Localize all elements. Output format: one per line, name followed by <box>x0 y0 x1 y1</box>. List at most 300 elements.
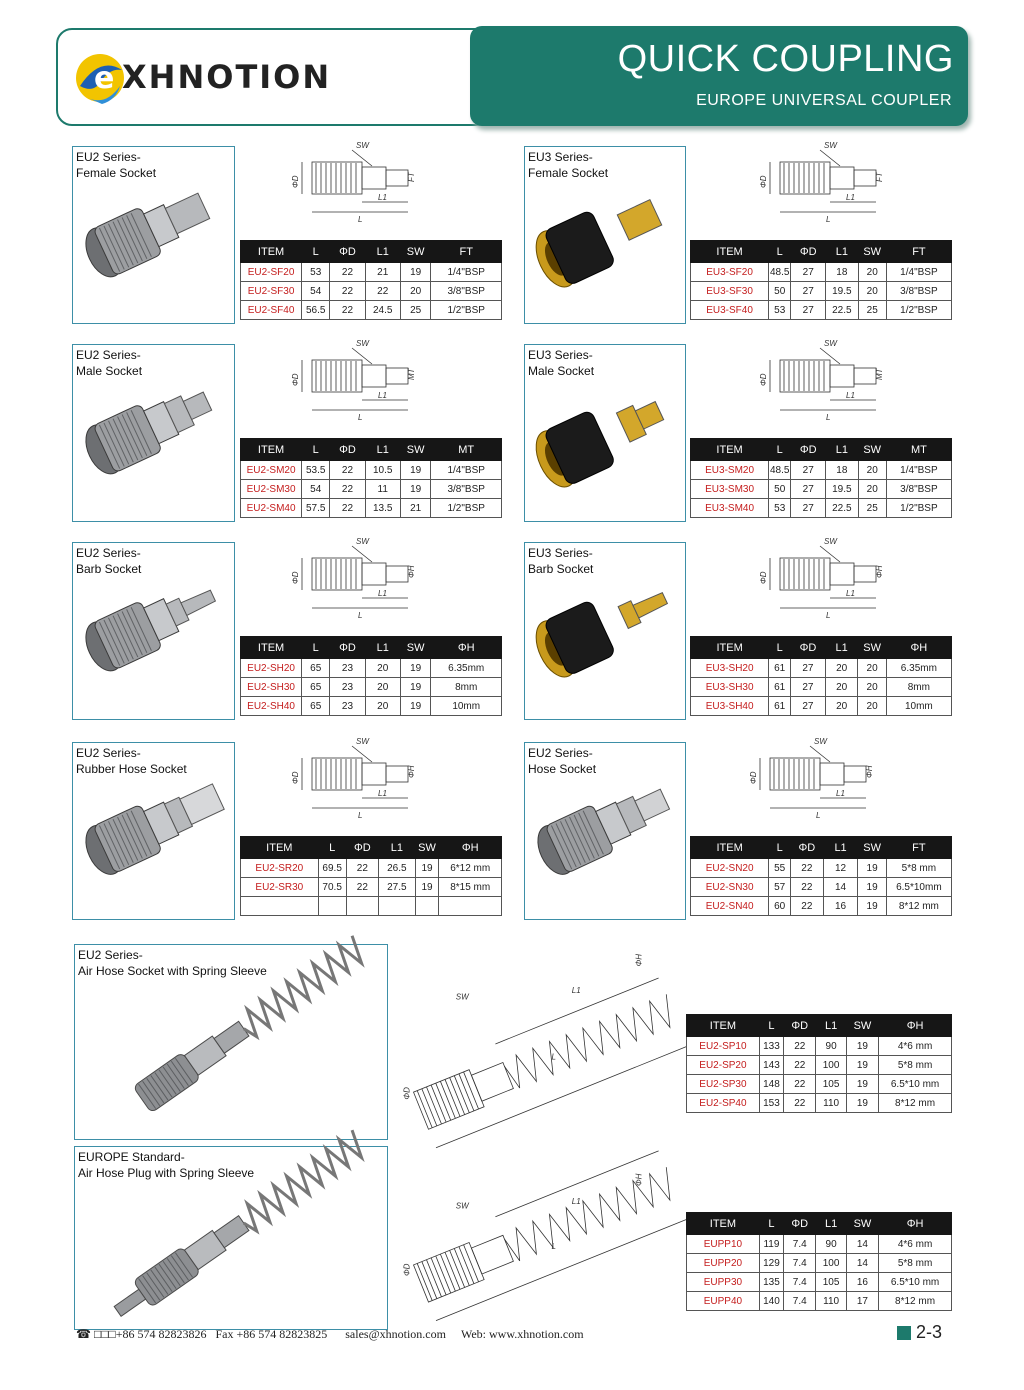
column-header: SW <box>400 241 431 263</box>
column-header: L <box>759 1213 783 1235</box>
svg-text:ΦH: ΦH <box>407 565 416 578</box>
table-cell: 4*6 mm <box>879 1235 952 1254</box>
table-cell: EU2-SM30 <box>241 480 302 499</box>
svg-text:L1: L1 <box>378 589 387 598</box>
svg-text:L: L <box>826 611 831 620</box>
table-cell: 19 <box>858 897 886 916</box>
table-cell: 153 <box>759 1094 783 1113</box>
table-row <box>691 897 952 916</box>
technical-drawing-eu2-series-air-hose-socket-with-spring-sleeve <box>392 922 682 1144</box>
table-cell: EUPP40 <box>687 1292 760 1311</box>
table-cell: 12 <box>823 859 858 878</box>
table-cell: 27 <box>791 480 826 499</box>
product-caption <box>76 347 142 379</box>
table-cell: EU3-SF40 <box>691 301 769 320</box>
table-cell: 119 <box>759 1235 783 1254</box>
svg-text:ΦH: ΦH <box>634 953 644 967</box>
table-cell: 22 <box>791 897 824 916</box>
product-caption <box>76 745 187 777</box>
column-header: ITEM <box>691 637 769 659</box>
table-row <box>691 878 952 897</box>
table-cell: 65 <box>302 678 330 697</box>
svg-text:SW: SW <box>824 537 837 546</box>
table-cell: 1/4"BSP <box>431 263 502 282</box>
column-header: L <box>769 439 791 461</box>
spec-table-eu3-series-male-socket <box>690 438 952 518</box>
table-header-row <box>241 241 502 263</box>
product-photo-eu2-series-hose-socket <box>530 780 680 910</box>
table-cell: 22 <box>330 301 365 320</box>
table-row <box>691 263 952 282</box>
column-header: L <box>302 637 330 659</box>
product-name: Male Socket <box>76 364 143 378</box>
table-row <box>691 499 952 518</box>
column-header: ITEM <box>691 439 769 461</box>
table-cell: 20 <box>825 659 858 678</box>
table-cell: EU3-SM30 <box>691 480 769 499</box>
table-cell: EU3-SH20 <box>691 659 769 678</box>
technical-drawing-eu2-series-rubber-hose-socket <box>272 737 442 830</box>
column-header: ΦH <box>886 637 951 659</box>
table-cell: 22.5 <box>826 301 859 320</box>
table-cell: 13.5 <box>365 499 400 518</box>
table-cell: 27 <box>791 282 826 301</box>
table-cell: 133 <box>759 1037 783 1056</box>
spec-table-eu2-series-male-socket <box>240 438 502 518</box>
column-header: FT <box>886 241 951 263</box>
table-cell: EU2-SP10 <box>687 1037 760 1056</box>
spec-table-eu2-series-hose-socket <box>690 836 952 916</box>
svg-text:SW: SW <box>356 737 369 746</box>
table-cell: 18 <box>826 263 859 282</box>
table-cell: 19 <box>400 263 431 282</box>
footer-email[interactable]: sales@xhnotion.com <box>345 1327 446 1341</box>
table-cell: 14 <box>823 878 858 897</box>
table-cell: EU2-SP30 <box>687 1075 760 1094</box>
svg-text:L: L <box>551 1052 556 1062</box>
table-row <box>241 480 502 499</box>
table-cell: 105 <box>816 1273 846 1292</box>
technical-drawing-eu2-series-barb-socket <box>272 537 442 630</box>
table-cell: EU3-SH30 <box>691 678 769 697</box>
table-cell: 20 <box>400 282 431 301</box>
table-cell: EU3-SF20 <box>691 263 769 282</box>
table-cell: 54 <box>302 282 330 301</box>
product-photo-eu3-series-barb-socket <box>530 590 680 700</box>
product-photo-eu2-series-female-socket <box>78 188 228 308</box>
spec-table-eu2-series-barb-socket <box>240 636 502 716</box>
product-caption <box>76 545 141 577</box>
product-name: Air Hose Plug with Spring Sleeve <box>78 1166 255 1180</box>
product-caption <box>528 347 594 379</box>
svg-text:ΦD: ΦD <box>759 571 768 584</box>
column-header: L1 <box>365 439 400 461</box>
table-cell: 70.5 <box>318 878 346 897</box>
table-cell: EU2-SR30 <box>241 878 319 897</box>
product-photo-eu2-series-air-hose-socket-with-spring-sleeve <box>90 975 380 1135</box>
technical-drawing-eu3-series-barb-socket <box>730 537 900 630</box>
svg-text:L1: L1 <box>846 589 855 598</box>
table-cell: 20 <box>365 659 400 678</box>
svg-text:ΦD: ΦD <box>759 373 768 386</box>
page-number: 2-3 <box>916 1322 943 1342</box>
table-cell: 20 <box>858 282 886 301</box>
column-header: MT <box>431 439 502 461</box>
column-header: ΦH <box>439 837 502 859</box>
table-cell: 19 <box>858 878 886 897</box>
table-cell: 19 <box>400 697 431 716</box>
table-cell: 3/8"BSP <box>886 282 951 301</box>
spec-table-europe-standard-air-hose-plug-with-spring-sleeve <box>686 1212 952 1311</box>
table-cell: EUPP20 <box>687 1254 760 1273</box>
table-header-row <box>691 241 952 263</box>
table-cell <box>346 897 378 916</box>
table-cell: 140 <box>759 1292 783 1311</box>
column-header: SW <box>415 837 439 859</box>
svg-text:L1: L1 <box>571 1197 581 1206</box>
svg-text:SW: SW <box>824 339 837 348</box>
svg-text:ΦH: ΦH <box>865 765 874 778</box>
svg-text:SW: SW <box>814 737 827 746</box>
table-row <box>241 697 502 716</box>
column-header: ITEM <box>241 241 302 263</box>
table-cell: 57 <box>769 878 791 897</box>
svg-text:FT: FT <box>875 172 884 182</box>
product-name: Rubber Hose Socket <box>76 762 187 776</box>
table-cell: 22 <box>330 499 365 518</box>
table-row <box>241 263 502 282</box>
column-header: SW <box>858 637 886 659</box>
table-cell: 22 <box>346 878 378 897</box>
page-title: QUICK COUPLING <box>617 38 954 80</box>
spec-table-eu3-series-female-socket <box>690 240 952 320</box>
svg-text:L1: L1 <box>846 391 855 400</box>
table-row <box>687 1292 952 1311</box>
product-series: EU2 Series- <box>78 948 143 962</box>
table-cell: 6*12 mm <box>439 859 502 878</box>
table-cell: 61 <box>769 678 791 697</box>
table-cell: 23 <box>330 678 365 697</box>
table-cell: 20 <box>825 697 858 716</box>
table-header-row <box>241 439 502 461</box>
spec-table-eu2-series-female-socket <box>240 240 502 320</box>
svg-text:SW: SW <box>824 141 837 150</box>
product-series: EU2 Series- <box>76 746 141 760</box>
svg-text:L1: L1 <box>378 193 387 202</box>
table-cell: 56.5 <box>302 301 330 320</box>
table-header-row <box>241 637 502 659</box>
column-header: SW <box>846 1213 878 1235</box>
column-header: L <box>769 837 791 859</box>
table-cell: 53.5 <box>302 461 330 480</box>
table-cell: 22 <box>784 1037 816 1056</box>
table-cell <box>439 897 502 916</box>
column-header: ΦD <box>791 837 824 859</box>
table-cell: 22 <box>346 859 378 878</box>
table-row <box>691 480 952 499</box>
table-cell: 110 <box>816 1094 846 1113</box>
column-header: ΦD <box>330 241 365 263</box>
table-cell: EU3-SH40 <box>691 697 769 716</box>
column-header: ΦH <box>431 637 502 659</box>
table-cell: EU3-SF30 <box>691 282 769 301</box>
table-cell: 19 <box>400 659 431 678</box>
column-header: ITEM <box>241 637 302 659</box>
table-row <box>241 461 502 480</box>
table-cell: 21 <box>365 263 400 282</box>
table-row <box>687 1273 952 1292</box>
column-header: SW <box>846 1015 878 1037</box>
column-header: ΦD <box>784 1213 816 1235</box>
svg-text:SW: SW <box>455 992 469 1002</box>
svg-text:SW: SW <box>356 339 369 348</box>
svg-text:L1: L1 <box>378 391 387 400</box>
table-cell: 6.5*10 mm <box>879 1273 952 1292</box>
column-header: ITEM <box>691 837 769 859</box>
table-cell: 143 <box>759 1056 783 1075</box>
table-cell: 26.5 <box>379 859 416 878</box>
product-name: Barb Socket <box>76 562 142 576</box>
product-caption <box>528 149 608 181</box>
table-cell: 8mm <box>886 678 951 697</box>
product-series: EUROPE Standard- <box>78 1150 185 1164</box>
table-cell: 148 <box>759 1075 783 1094</box>
svg-text:L: L <box>826 413 831 422</box>
table-cell: 55 <box>769 859 791 878</box>
svg-text:ΦD: ΦD <box>291 571 300 584</box>
table-cell: 20 <box>858 659 886 678</box>
column-header: MT <box>886 439 951 461</box>
table-cell: 10.5 <box>365 461 400 480</box>
table-cell: 27.5 <box>379 878 416 897</box>
table-row <box>687 1094 952 1113</box>
table-cell: EU3-SM40 <box>691 499 769 518</box>
table-cell: 17 <box>846 1292 878 1311</box>
table-cell: 57.5 <box>302 499 330 518</box>
table-cell: EU2-SM40 <box>241 499 302 518</box>
technical-drawing-europe-standard-air-hose-plug-with-spring-sleeve <box>392 1156 682 1306</box>
table-cell: 19 <box>846 1075 878 1094</box>
column-header: L1 <box>825 637 858 659</box>
product-series: EU3 Series- <box>528 348 593 362</box>
table-cell: 48.5 <box>769 263 791 282</box>
column-header: L1 <box>823 837 858 859</box>
column-header: SW <box>858 837 886 859</box>
column-header: L <box>769 637 791 659</box>
table-cell: 1/2"BSP <box>431 499 502 518</box>
technical-drawing-eu3-series-female-socket <box>730 141 900 234</box>
column-header: L1 <box>365 637 400 659</box>
product-photo-eu3-series-male-socket <box>530 400 680 510</box>
table-cell: 6.35mm <box>886 659 951 678</box>
table-cell: 1/2"BSP <box>886 301 951 320</box>
table-cell: 20 <box>858 480 886 499</box>
product-name: Air Hose Socket with Spring Sleeve <box>78 964 267 978</box>
table-cell: EU3-SM20 <box>691 461 769 480</box>
svg-text:L: L <box>358 811 363 820</box>
table-cell: 19 <box>846 1056 878 1075</box>
table-cell: 105 <box>816 1075 846 1094</box>
table-cell: 53 <box>302 263 330 282</box>
technical-drawing-eu2-series-hose-socket <box>730 737 900 830</box>
column-header: FT <box>886 837 951 859</box>
table-cell: 48.5 <box>769 461 791 480</box>
column-header: ITEM <box>241 837 319 859</box>
column-header: ΦD <box>346 837 378 859</box>
column-header: L <box>759 1015 783 1037</box>
table-cell: 19 <box>846 1037 878 1056</box>
table-header-row <box>691 837 952 859</box>
product-series: EU3 Series- <box>528 150 593 164</box>
product-caption <box>528 545 593 577</box>
brand-name: XHNOTION <box>122 58 332 96</box>
table-cell: 14 <box>846 1254 878 1273</box>
table-cell: 7.4 <box>784 1235 816 1254</box>
table-cell: 22 <box>791 859 824 878</box>
table-cell: EU2-SP40 <box>687 1094 760 1113</box>
product-photo-eu2-series-male-socket <box>78 385 228 505</box>
product-photo-eu2-series-rubber-hose-socket <box>78 780 228 910</box>
page-subtitle: EUROPE UNIVERSAL COUPLER <box>696 92 952 109</box>
table-cell: 25 <box>400 301 431 320</box>
svg-text:L1: L1 <box>571 986 581 996</box>
table-cell: 22.5 <box>826 499 859 518</box>
product-caption <box>76 149 156 181</box>
product-name: Barb Socket <box>528 562 594 576</box>
svg-text:MT: MT <box>875 368 884 380</box>
spec-table-eu2-series-air-hose-socket-with-spring-sleeve <box>686 1014 952 1113</box>
table-cell: 20 <box>858 697 886 716</box>
table-cell: 129 <box>759 1254 783 1273</box>
table-cell: 8mm <box>431 678 502 697</box>
table-cell: 19 <box>846 1094 878 1113</box>
table-cell: 6.5*10 mm <box>879 1075 952 1094</box>
svg-text:ΦD: ΦD <box>759 175 768 188</box>
svg-text:ΦH: ΦH <box>407 765 416 778</box>
table-cell: 61 <box>769 697 791 716</box>
table-row <box>687 1075 952 1094</box>
table-cell: 22 <box>784 1094 816 1113</box>
product-series: EU2 Series- <box>76 546 141 560</box>
table-cell: 27 <box>791 461 826 480</box>
table-cell: 8*12 mm <box>879 1292 952 1311</box>
table-cell: 21 <box>400 499 431 518</box>
table-cell: 22 <box>330 263 365 282</box>
column-header: SW <box>400 439 431 461</box>
svg-text:ΦH: ΦH <box>634 1173 644 1186</box>
table-cell: EU2-SM20 <box>241 461 302 480</box>
table-row <box>241 499 502 518</box>
table-header-row <box>687 1015 952 1037</box>
table-cell: 50 <box>769 282 791 301</box>
table-row <box>687 1235 952 1254</box>
table-cell: 27 <box>791 678 826 697</box>
svg-text:L1: L1 <box>378 789 387 798</box>
table-cell: EU2-SF30 <box>241 282 302 301</box>
table-cell: 22 <box>784 1056 816 1075</box>
table-cell: 18 <box>826 461 859 480</box>
table-cell: 22 <box>791 878 824 897</box>
table-cell: 20 <box>858 263 886 282</box>
table-cell: 7.4 <box>784 1292 816 1311</box>
svg-text:L: L <box>358 215 363 224</box>
table-cell: 19 <box>400 461 431 480</box>
table-row <box>687 1056 952 1075</box>
column-header: ΦD <box>791 439 826 461</box>
svg-text:FT: FT <box>407 172 416 182</box>
table-cell: EU2-SR20 <box>241 859 319 878</box>
column-header: SW <box>858 241 886 263</box>
table-cell: 22 <box>330 461 365 480</box>
table-row <box>241 897 502 916</box>
table-cell <box>379 897 416 916</box>
table-cell: 16 <box>846 1273 878 1292</box>
footer-web[interactable]: Web: www.xhnotion.com <box>460 1327 584 1341</box>
column-header: L <box>769 241 791 263</box>
table-row <box>687 1037 952 1056</box>
table-cell: 10mm <box>886 697 951 716</box>
column-header: L <box>318 837 346 859</box>
table-header-row <box>691 637 952 659</box>
svg-text:L: L <box>358 413 363 422</box>
product-photo-europe-standard-air-hose-plug-with-spring-sleeve <box>90 1185 380 1325</box>
table-cell: EU2-SH40 <box>241 697 302 716</box>
table-cell: EU2-SN20 <box>691 859 769 878</box>
product-caption <box>528 745 596 777</box>
product-series: EU3 Series- <box>528 546 593 560</box>
table-cell: EU2-SP20 <box>687 1056 760 1075</box>
table-row <box>241 659 502 678</box>
svg-text:ΦD: ΦD <box>402 1087 412 1100</box>
svg-text:L: L <box>551 1242 556 1251</box>
column-header: L1 <box>365 241 400 263</box>
svg-text:L: L <box>816 811 821 820</box>
technical-drawing-eu2-series-female-socket <box>272 141 432 234</box>
column-header: ΦD <box>330 439 365 461</box>
column-header: ITEM <box>687 1015 760 1037</box>
column-header: ΦD <box>330 637 365 659</box>
column-header: L <box>302 241 330 263</box>
table-cell: EU2-SH20 <box>241 659 302 678</box>
svg-text:L1: L1 <box>846 193 855 202</box>
table-cell: 6.5*10mm <box>886 878 951 897</box>
column-header: L1 <box>826 241 859 263</box>
svg-text:ΦD: ΦD <box>291 771 300 784</box>
table-cell: 19 <box>415 859 439 878</box>
table-cell: EU2-SN30 <box>691 878 769 897</box>
column-header: ITEM <box>241 439 302 461</box>
table-cell: 60 <box>769 897 791 916</box>
product-series: EU2 Series- <box>528 746 593 760</box>
table-cell: 3/8"BSP <box>431 282 502 301</box>
table-cell: 24.5 <box>365 301 400 320</box>
table-row <box>241 859 502 878</box>
table-cell: 14 <box>846 1235 878 1254</box>
table-row <box>241 282 502 301</box>
table-cell: 5*8 mm <box>879 1056 952 1075</box>
technical-drawing-eu3-series-male-socket <box>730 339 900 432</box>
technical-drawing-eu2-series-male-socket <box>272 339 442 432</box>
table-cell: 65 <box>302 659 330 678</box>
table-cell: 3/8"BSP <box>886 480 951 499</box>
table-cell: 25 <box>858 301 886 320</box>
table-cell: 27 <box>791 697 826 716</box>
table-cell: 90 <box>816 1037 846 1056</box>
svg-text:ΦD: ΦD <box>291 373 300 386</box>
table-cell: EU2-SF40 <box>241 301 302 320</box>
column-header: ITEM <box>691 241 769 263</box>
table-row <box>691 282 952 301</box>
